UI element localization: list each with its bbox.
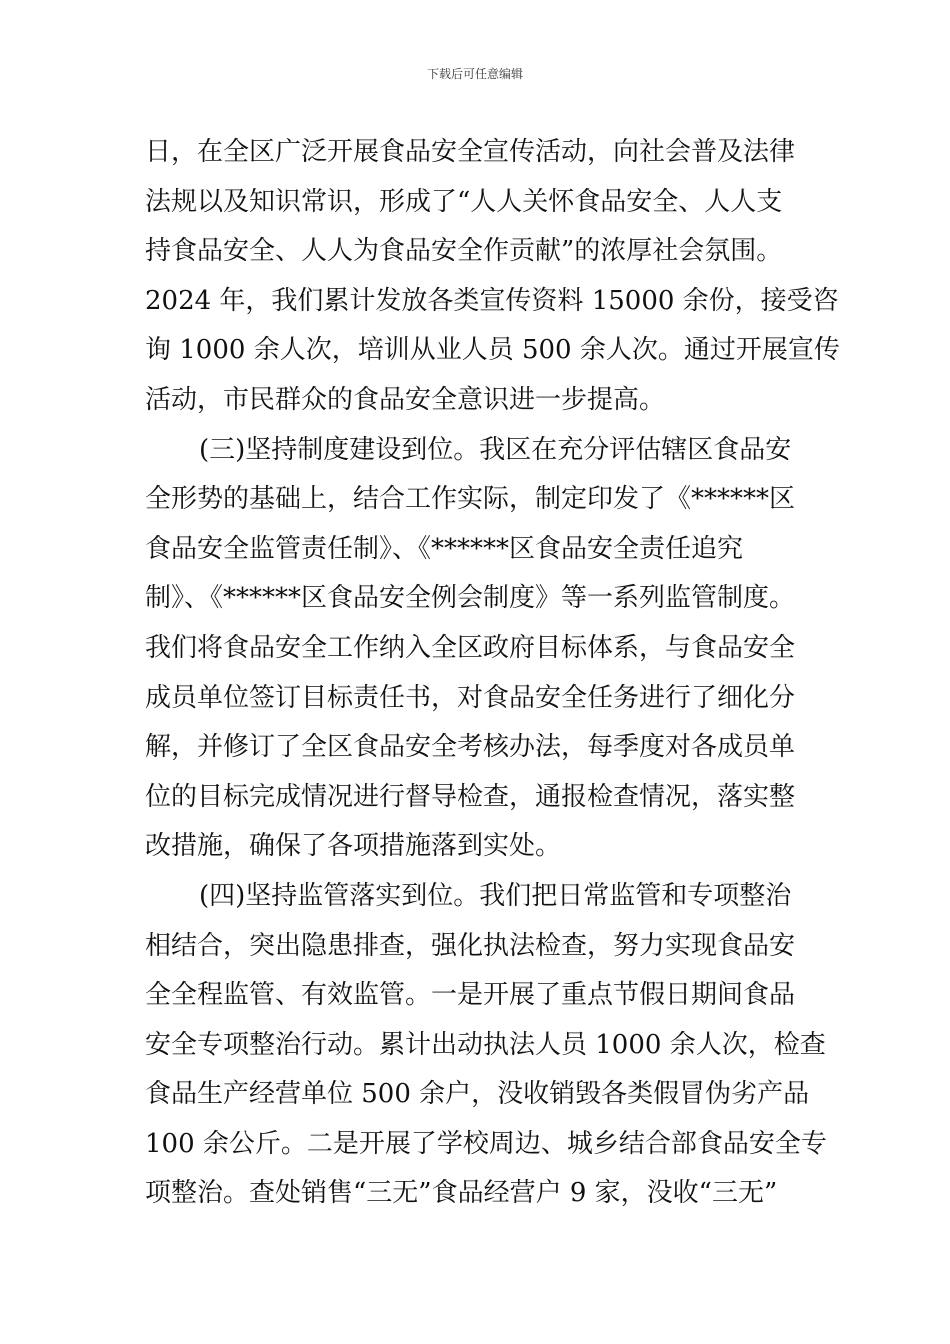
- document-body: [145, 128, 840, 1219]
- text-line: 100 余公斤。二是开展了学校周边、城乡结合部食品安全专: [145, 1128, 827, 1159]
- text-line: 位的目标完成情况进行督导检查，通报检查情况，落实整: [145, 781, 796, 812]
- text-line: 全形势的基础上，结合工作实际，制定印发了《******区: [145, 484, 796, 515]
- text-line: 食品生产经营单位 500 余户，没收销毁各类假冒伪劣产品: [145, 1079, 810, 1110]
- text-line: 我们将食品安全工作纳入全区政府目标体系，与食品安全: [145, 632, 796, 663]
- text-line: 项整治。查处销售“三无”食品经营户 9 家，没收“三无”: [145, 1178, 778, 1209]
- text-line: 食品安全监管责任制》、《******区食品安全责任追究: [145, 533, 744, 564]
- text-line: 法规以及知识常识，形成了“人人关怀食品安全、人人支: [145, 186, 783, 217]
- text-line: 日，在全区广泛开展食品安全宣传活动，向社会普及法律: [145, 137, 796, 167]
- text-line: 制》、《******区食品安全例会制度》等一系列监管制度。: [145, 583, 796, 614]
- page-header: 下载后可任意编辑: [426, 67, 523, 81]
- text-line: 安全专项整治行动。累计出动执法人员 1000 余人次，检查: [145, 1029, 826, 1060]
- text-line: 2024 年，我们累计发放各类宣传资料 15000 余份，接受咨: [145, 285, 839, 316]
- text-line: 成员单位签订目标责任书，对食品安全任务进行了细化分: [145, 682, 796, 713]
- text-line: 持食品安全、人人为食品安全作贡献”的浓厚社会氛围。: [145, 236, 783, 267]
- text-line: 询 1000 余人次，培训从业人员 500 余人次。通过开展宣传: [145, 335, 840, 366]
- paragraph-first-line: (四)坚持监管落实到位。我们把日常监管和专项整治: [199, 880, 792, 911]
- text-line: 全全程监管、有效监管。一是开展了重点节假日期间食品: [145, 980, 796, 1011]
- text-line: 活动，市民群众的食品安全意识进一步提高。: [145, 384, 666, 415]
- text-line: 相结合，突出隐患排查，强化执法检查，努力实现食品安: [145, 930, 796, 961]
- text-line: 解，并修订了全区食品安全考核办法，每季度对各成员单: [145, 732, 796, 763]
- text-line: 改措施，确保了各项措施落到实处。: [145, 831, 562, 862]
- paragraph-first-line: (三)坚持制度建设到位。我区在充分评估辖区食品安: [199, 434, 792, 465]
